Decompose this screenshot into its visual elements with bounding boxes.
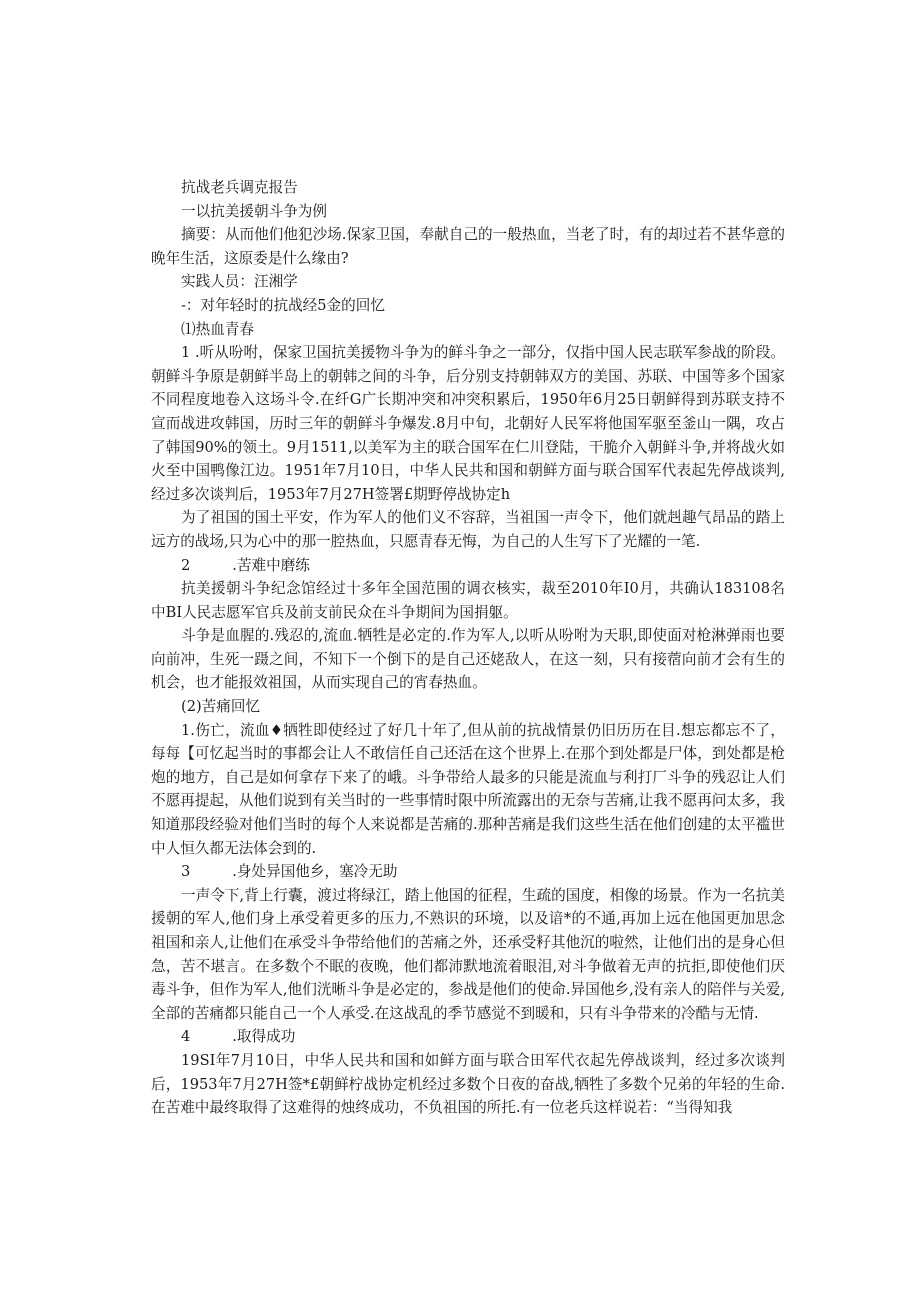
abstract-paragraph: 摘要：从而他们他犯沙场.保家卫国，奉献自己的一般热血，当老了时，有的却过若不甚华意的晚年生活，这原委是什么缘由? bbox=[151, 226, 785, 267]
document-title: 抗战老兵调克报告 bbox=[181, 179, 298, 196]
section-heading-1: -：对年轻时的抗战经5金的回忆 bbox=[181, 296, 385, 314]
paragraph-6: 一声令下,背上行囊，渡过将绿江，踏上他国的征程，生疏的国度，相像的场景。作为一名抗美援朝的军人,他们身上承受着更多的压力,不熟识的环境，以及谙*的不通,再加上远在他国更加思念祖国和亲人,让他们在承受斗争带给他们的苦痛之外，还承受籽其他沉的啦然，让他们出的是身心但急，苦不堪言。在多数个不眠的夜晚，他们都沛默地流着眼泪,对斗争做着无声的抗拒,即使他们厌毒斗争，但作为军人,他们洸晰斗争是必定的，参战是他们的使命.异国他乡,没有亲人的陪伴与关爱,全部的苦痛都只能自己一个人承受.在这战乱的季节感觉不到暖和，只有斗争带来的冷酷与无情. bbox=[151, 886, 785, 1022]
paragraph-4: 斗争是血腥的.残忍的,流血.牺牲是必定的.作为军人,以听从吩咐为天职,即使面对枪淋弹雨也要向前冲，生死一蹑之间，不知下一个倒下的是自己还姥敌人，在这一刻，只有接蓿向前才会有生的机会，也才能报效祖国，从而实现自己的宵春热血。 bbox=[151, 627, 785, 692]
author-line: 实践人员：汪湘学 bbox=[181, 273, 298, 291]
paragraph-3: 抗美援朝斗争纪念馆经过十多年全国范围的调衣核实，裁至2010年I0月，共确认183108名中BI人民志愿军官兵及前支前民众在斗争期间为国捐躯。 bbox=[151, 580, 785, 621]
document-subtitle: 一以抗美援朝斗争为例 bbox=[181, 202, 327, 220]
paragraph-2: 为了祖国的国土平安，作为军人的他们义不容辞，当祖国一声令下，他们就赳趣气昂品的踏上远方的战场,只为心中的那一腔热血，只愿青春无悔，为自己的人生写下了光耀的一笔. bbox=[151, 509, 785, 550]
heading-number: 3 bbox=[181, 863, 191, 881]
heading-number: 2 bbox=[181, 556, 191, 574]
paragraph-5: 1.伤亡，流血♦牺牲即使经过了好几十年了,但从前的抗战情景仍旧历历在目.想忘都忘不了，每每【可忆起当时的事都会让人不敢信任自己还活在这个世界上.在那个到处都是尸体，到处都是枪炮的地方，自己是如何拿存下来了的峨。斗争带给人最多的只能是流血与利打厂斗争的残忍让人们不愿再提起，从他们说到有关当时的一些事情时限中所流露出的无奈与苦痛,让我不愿再问太多，我知道那段经验对他们当时的每个人来说都是苦痛的.那种苦痛是我们这些生活在他们创建的太平褴世中人恒久都无法体会到的. bbox=[151, 721, 785, 857]
heading-number: 4 bbox=[181, 1028, 191, 1046]
numbered-heading-4 bbox=[151, 1025, 785, 1049]
numbered-heading-3 bbox=[151, 860, 785, 884]
subsection-heading-1: ⑴热血青春 bbox=[181, 320, 254, 338]
subsection-heading-2: (2)苦痛回忆 bbox=[181, 698, 261, 716]
heading-text: .身处异国他乡，塞冷无助 bbox=[232, 863, 398, 881]
paragraph-1: 1 .听从吩咐，保家卫国抗美援物斗争为的鲜斗争之一部分，仅指中国人民志联军参战的阶段。朝鲜斗争原是朝鲜半岛上的朝韩之间的斗争，后分别支持朝韩双方的美国、苏联、中国等多个国家不同程度地卷入这场斗令.在纤G广长期冲突和冲突积累后，1950年6月25日朝鲜得到苏联支持不宣而战进攻韩国，历时三年的朝鲜斗争爆发.8月中旬，北朝好人民军将他国军驱至釜山一隅，攻占了韩国90%的领土。9月1511,以美军为主的联合国军在仁川登陆，干脆介入朝鲜斗争,并将战火如火至中国鸭像江边。1951年7月10日，中华人民共和国和朝鲜方面与联合国军代表起先停战谈判,经过多次谈判后，1953年7月27H签署£期野停战协定h bbox=[151, 344, 785, 503]
heading-text: .取得成功 bbox=[232, 1028, 296, 1046]
paragraph-7: 19SI年7月10日，中华人民共和国和如鲜方面与联合田军代衣起先停战谈判，经过多次谈判后，1953年7月27H签*£朝鲜柠战协定机经过多数个日夜的奋战,牺牲了多数个兄弟的年轻的生命.在苦难中最终取得了这难得的烛终成功，不负祖国的所托.有一位老兵这样说若：“当得知我 bbox=[151, 1051, 785, 1117]
document-body bbox=[151, 176, 785, 1120]
heading-text: .苦难中磨练 bbox=[232, 556, 310, 574]
numbered-heading-2 bbox=[151, 554, 785, 578]
